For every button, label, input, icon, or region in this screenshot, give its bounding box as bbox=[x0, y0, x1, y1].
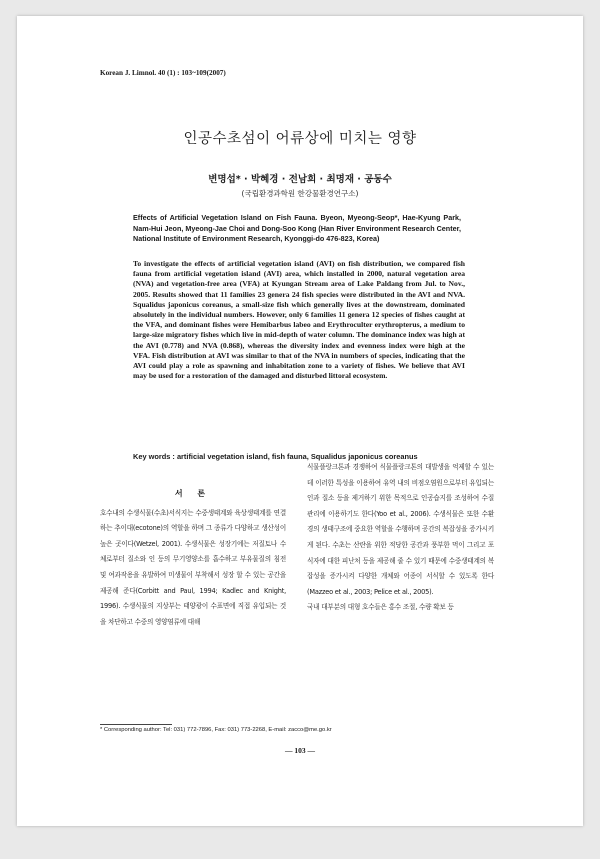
english-citation: Effects of Artificial Vegetation Island on Fish Fauna. Byeon, Myeong-Seop*, Hae-Kyung Park, Nam-Hui Jeon, Myeong-Jae Choi and Dong-Soo Kong (Han River Environment Research Center, National Institute of Environment Research, Kyonggi-do 476-823, Korea) bbox=[133, 213, 461, 244]
footnote: * Corresponding author: Tel: 031) 772-7896, Fax: 031) 773-2268, E-mail: zacco@me.go.kr bbox=[100, 727, 332, 733]
intro-left-column bbox=[100, 486, 286, 630]
paper-title: 인공수초섬이 어류상에 미치는 영향 bbox=[183, 131, 417, 147]
section-heading-introduction: 서 론 bbox=[174, 489, 212, 498]
intro-paragraph-3: 국내 대부분의 대형 호수들은 홍수 조절, 수량 확보 등 bbox=[307, 603, 454, 612]
paper-page bbox=[17, 16, 583, 826]
author-list: 변명섭* · 박혜경 · 전남희 · 최명재 · 공동수 bbox=[208, 174, 392, 185]
footnote-divider bbox=[100, 724, 172, 725]
intro-paragraph-1: 호수내의 수생식물(수초)서식지는 수중생태계와 육상생태계를 연결하는 추이대(ecotone)의 역할을 하며 그 종류가 다양하고 생산성이 높은 곳이다(Wetzel, 2001). 수생식물은 성장기에는 저질토나 수체로부터 질소와 인 등의 무기영양소를 흡수하고 부유물질의 침전 및 여과작용을 유발하여 미생물이 부착해서 성장 할 수 있는 공간을 제공해 준다(Corbitt and Paul, 1994; Kadlec and Knight, 1996). 수생식물의 지상부는 태양광이 수표면에 직접 유입되는 것을 차단하고 수중의 영양염류에 대해 bbox=[100, 508, 286, 626]
intro-paragraph-2: 식물플랑크톤과 경쟁하여 식물플랑크톤의 대발생을 억제할 수 있는데 이러한 특성을 이용하여 유역 내의 비점오염원으로부터 유입되는 인과 질소 등을 제거하기 위한 목적으로 인공습지를 조성하여 수질관리에 이용하기도 한다(Yoo et al., 2006). 수생식물은 또한 수환경의 생태구조에 중요한 역할을 수행하며 공간의 복잡성을 증가시키게 된다. 수초는 산란을 위한 적당한 공간과 풍부한 먹이 그리고 포식자에 대한 피난처 등을 제공해 줄 수 있기 때문에 수중생태계의 복잡성을 증가시켜 다양한 개체와 어종이 서식할 수 있도록 한다(Mazzeo et al., 2003; Pelice et al., 2005). bbox=[307, 463, 494, 596]
abstract: To investigate the effects of artificial vegetation island (AVI) on fish distribution, we compared fish fauna from artificial vegetation island (AVI) area, which installed in 2000, natural vegetation area (NVA) and vegetation-free area (VFA) at Kyungan Stream area of Lake Paldang from Jul. to Nov., 2005. Results showed that 11 families 23 genera 24 fish species were distributed in the AVI and NVA. Squalidus japonicus coreanus, a small-size fish which generally lives at the downstream, dominated absolutely in the individual numbers. However, only 6 families 11 genera 12 species of fishes caught at the VFA, and dominant fishes were Hemibarbus labeo and Erythroculter erythropterus, a medium to large-size migratory fishes which live in mid-depth of water column. The dominance index was high at the AVI (0.778) and NVA (0.868), whereas the diversity index and evenness index were high at the VFA. Fish distribution at AVI was similar to that of the NVA in numbers of species, indicating that the AVI could play a role as spawning and inhabitation zone to a variety of fishes. We believe that AVI may be used for a restoration of the damaged and disturbed littoral ecosystem. bbox=[133, 259, 465, 381]
page-number: — 103 — bbox=[285, 746, 315, 755]
affiliation: (국립환경과학원 한강물환경연구소) bbox=[241, 189, 359, 198]
keywords: Key words : artificial vegetation island, fish fauna, Squalidus japonicus coreanus bbox=[133, 452, 418, 461]
journal-reference: Korean J. Limnol. 40 (1) : 103~109(2007) bbox=[100, 69, 226, 77]
intro-right-column bbox=[307, 460, 494, 616]
